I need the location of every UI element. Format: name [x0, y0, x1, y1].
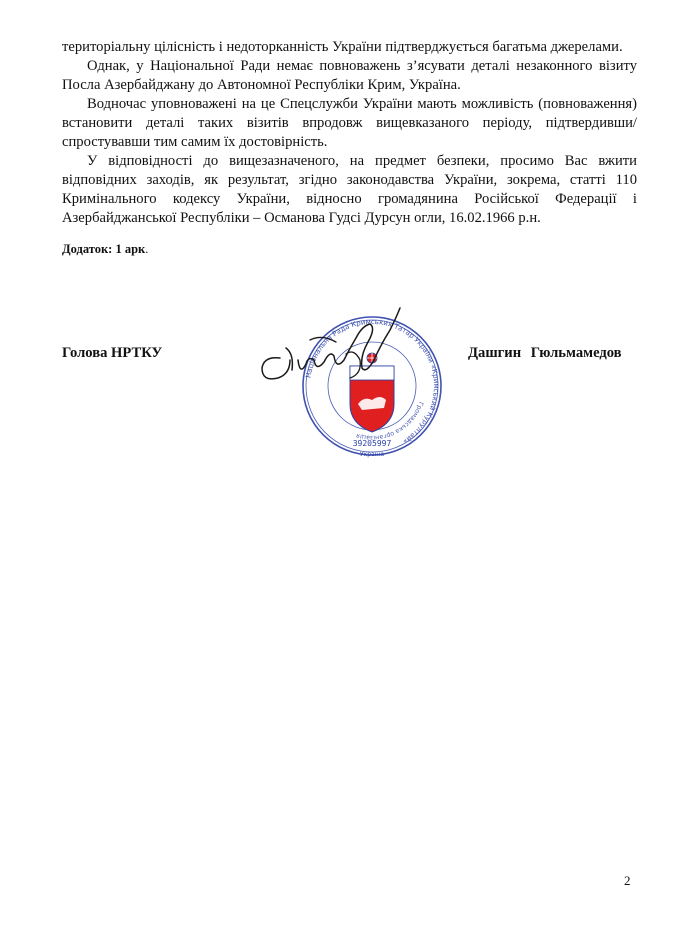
- attachment-note: [62, 242, 148, 257]
- stamp-inner-ring-text: Громадська організація: [355, 400, 425, 442]
- paragraph-1: територіальну цілісність і недоторканність України підтверджується багатьма джерелами.: [62, 39, 623, 55]
- paragraph-3: Водночас уповноважені на це Спецслужби України мають можливість (повноваження) встановити деталі таких візитів впродовж вищевказаного періоду, підтвердивши/спростувавши тим самим їх достовірність.: [62, 96, 637, 150]
- letter-body: [62, 38, 637, 228]
- stamp-outer-ring-text: Національна Рада Кримських Татар України «Кримський Курултай»: [304, 317, 441, 446]
- stamp-code: 39205997: [352, 439, 392, 448]
- page-number: 2: [624, 873, 631, 888]
- signatory-title: Голова НРТКУ: [62, 345, 163, 361]
- paragraph-4: У відповідності до вищезазначеного, на предмет безпеки, просимо Вас вжити відповідних заходів, як результат, згідно законодавства України, зокрема, статті 110 Кримінального кодексу України, відносно громадянина Російської Федерації і Азербайджанської Республіки – Османова Гудсі Дурсун огли, 16.02.1966 р.н.: [62, 153, 637, 226]
- attachment-dot: .: [145, 242, 149, 256]
- signatory-name: Дашгин Гюльмамедов: [468, 345, 622, 361]
- stamp-country: Україна: [359, 451, 385, 458]
- paragraph-2: Однак, у Національної Ради немає повноважень з’ясувати деталі незаконного візиту Посла Азербайджану до Автономної Республіки Крим, Україна.: [62, 58, 637, 93]
- attachment-label: Додаток: 1 арк: [62, 242, 146, 256]
- handwritten-signature: [250, 290, 410, 390]
